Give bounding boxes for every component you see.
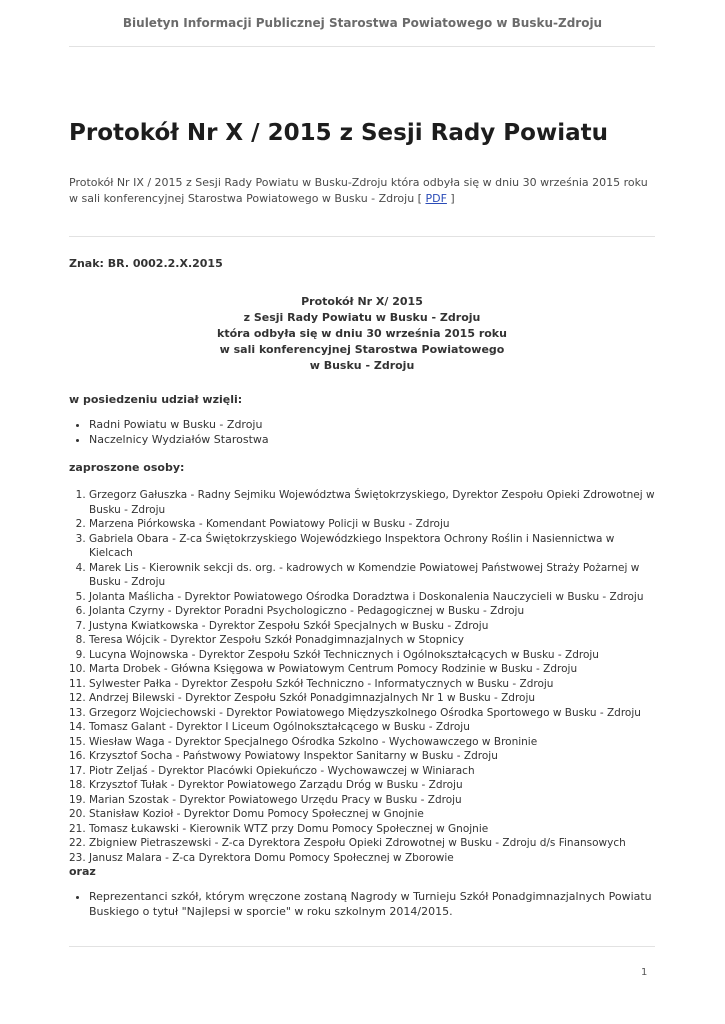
list-item: • Reprezentanci szkół, którym wręczone zostaną Nagrody w Turnieju Szkół Ponadgimnazjalnych Powiatu Buskiego o tytuł "Najlepsi w sporcie" w roku szkolnym 2014/2015.: [89, 890, 655, 919]
list-item: • Naczelnicy Wydziałów Starostwa: [89, 433, 655, 448]
footer-divider: [69, 946, 655, 947]
header-divider: [69, 46, 655, 47]
guest-item: 8. Teresa Wójcik - Dyrektor Zespołu Szkół Ponadgimnazjalnych w Stopnicy: [89, 633, 655, 648]
list-item: • Radni Powiatu w Busku - Zdroju: [89, 418, 655, 433]
guest-item: 14. Tomasz Galant - Dyrektor I Liceum Ogólnokształcącego w Busku - Zdroju: [89, 720, 655, 735]
oraz-title: oraz: [69, 865, 96, 878]
section-divider: [69, 236, 655, 237]
heading-line: która odbyła się w dniu 30 września 2015 roku: [217, 327, 507, 340]
guest-item: 6. Jolanta Czyrny - Dyrektor Poradni Psychologiczno - Pedagogicznej w Busku - Zdroju: [89, 604, 655, 619]
guest-item: 16. Krzysztof Socha - Państwowy Powiatowy Inspektor Sanitarny w Busku - Zdroju: [89, 749, 655, 764]
document-sign: Znak: BR. 0002.2.X.2015: [69, 257, 223, 270]
guest-item: 20. Stanisław Kozioł - Dyrektor Domu Pomocy Społecznej w Gnojnie: [89, 807, 655, 822]
guest-item: 19. Marian Szostak - Dyrektor Powiatowego Urzędu Pracy w Busku - Zdroju: [89, 793, 655, 808]
pdf-link[interactable]: PDF: [425, 192, 447, 205]
guest-item: 18. Krzysztof Tułak - Dyrektor Powiatowego Zarządu Dróg w Busku - Zdroju: [89, 778, 655, 793]
guest-item: 21. Tomasz Łukawski - Kierownik WTZ przy Domu Pomocy Społecznej w Gnojnie: [89, 822, 655, 837]
page-header: Biuletyn Informacji Publicznej Starostwa Powiatowego w Busku-Zdroju: [122, 16, 603, 30]
guest-item: 2. Marzena Piórkowska - Komendant Powiatowy Policji w Busku - Zdroju: [89, 517, 655, 532]
heading-line: Protokół Nr X/ 2015: [301, 295, 423, 308]
guests-title: zaproszone osoby:: [69, 461, 185, 474]
guest-item: 7. Justyna Kwiatkowska - Dyrektor Zespołu Szkół Specjalnych w Busku - Zdroju: [89, 619, 655, 634]
guest-item: 23. Janusz Malara - Z-ca Dyrektora Domu Pomocy Społecznej w Zborowie: [89, 851, 655, 866]
attendance-list: [69, 418, 655, 447]
oraz-list: [69, 890, 655, 919]
heading-line: w Busku - Zdroju: [309, 359, 415, 372]
guest-item: 15. Wiesław Waga - Dyrektor Specjalnego Ośrodka Szkolno - Wychowawczego w Broninie: [89, 735, 655, 750]
intro-paragraph: [69, 175, 655, 207]
attendance-title: w posiedzeniu udział wzięli:: [69, 393, 243, 406]
guest-item: 9. Lucyna Wojnowska - Dyrektor Zespołu Szkół Technicznych i Ogólnokształcących w Busku - Zdroju: [89, 648, 655, 663]
guest-item: 13. Grzegorz Wojciechowski - Dyrektor Powiatowego Międzyszkolnego Ośrodka Sportowego w Busku - Zdroju: [89, 706, 655, 721]
guest-item: 1. Grzegorz Gałuszka - Radny Sejmiku Województwa Świętokrzyskiego, Dyrektor Zespołu Opieki Zdrowotnej w Busku - Zdroju: [89, 488, 655, 517]
intro-close: ]: [450, 192, 455, 205]
protocol-heading: [69, 294, 655, 374]
guest-item: 12. Andrzej Bilewski - Dyrektor Zespołu Szkół Ponadgimnazjalnych Nr 1 w Busku - Zdroju: [89, 691, 655, 706]
guest-item: 11. Sylwester Pałka - Dyrektor Zespołu Szkół Techniczno - Informatycznych w Busku - Zdroju: [89, 677, 655, 692]
heading-line: z Sesji Rady Powiatu w Busku - Zdroju: [243, 311, 481, 324]
guest-item: 5. Jolanta Maślicha - Dyrektor Powiatowego Ośrodka Doradztwa i Doskonalenia Nauczycieli w Busku - Zdroju: [89, 590, 655, 605]
guest-item: 17. Piotr Zeljaś - Dyrektor Placówki Opiekuńczo - Wychowawczej w Winiarach: [89, 764, 655, 779]
guest-item: 10. Marta Drobek - Główna Księgowa w Powiatowym Centrum Pomocy Rodzinie w Busku - Zdroju: [89, 662, 655, 677]
page-number: 1: [641, 967, 648, 978]
page-title: Protokół Nr X / 2015 z Sesji Rady Powiatu: [69, 120, 608, 146]
guest-item: 4. Marek Lis - Kierownik sekcji ds. org. - kadrowych w Komendzie Powiatowej Państwowej Straży Pożarnej w Busku - Zdroju: [89, 561, 655, 590]
guest-item: 3. Gabriela Obara - Z-ca Świętokrzyskiego Wojewódzkiego Inspektora Ochrony Roślin i Nasiennictwa w Kielcach: [89, 532, 655, 561]
guests-list: [69, 488, 655, 865]
guest-item: 22. Zbigniew Pietraszewski - Z-ca Dyrektora Zespołu Opieki Zdrowotnej w Busku - Zdroju d/s Finansowych: [89, 836, 655, 851]
intro-text: Protokół Nr IX / 2015 z Sesji Rady Powiatu w Busku-Zdroju która odbyła się w dniu 30 września 2015 roku w sali konferencyjnej Starostwa Powiatowego w Busku - Zdroju [: [69, 176, 648, 205]
heading-line: w sali konferencyjnej Starostwa Powiatowego: [219, 343, 505, 356]
